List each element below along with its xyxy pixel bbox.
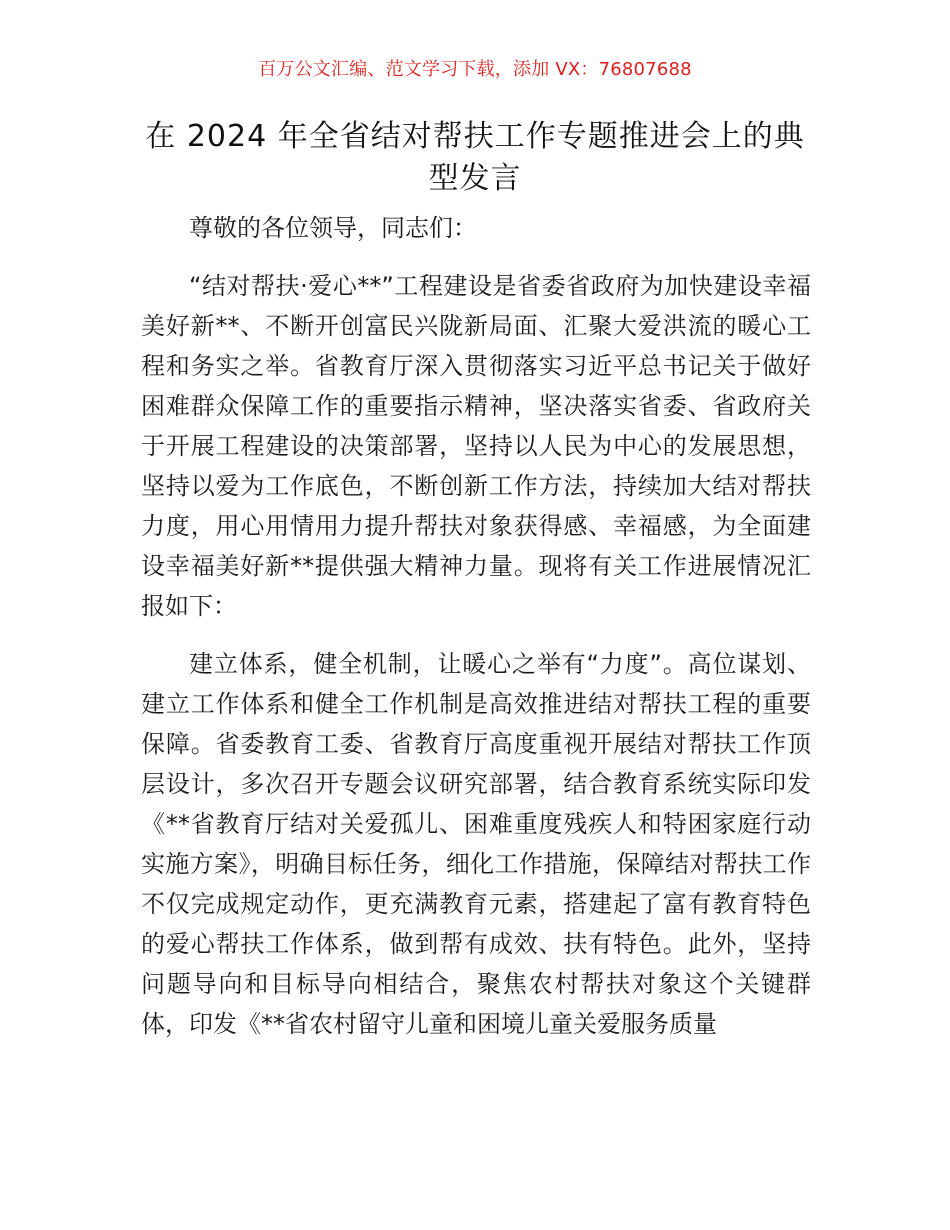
document-body	[141, 208, 811, 1044]
paragraph-system: 建立体系，健全机制，让暖心之举有“力度”。高位谋划、建立工作体系和健全工作机制是高效推进结对帮扶工程的重要保障。省委教育工委、省教育厅高度重视开展结对帮扶工作顶层设计，多次召开专题会议研究部署，结合教育系统实际印发《**省教育厅结对关爱孤儿、困难重度残疾人和特困家庭行动实施方案》，明确目标任务，细化工作措施，保障结对帮扶工作不仅完成规定动作，更充满教育元素，搭建起了富有教育特色的爱心帮扶工作体系，做到帮有成效、扶有特色。此外，坚持问题导向和目标导向相结合，聚焦农村帮扶对象这个关键群体，印发《**省农村留守儿童和困境儿童关爱服务质量	[141, 650, 811, 1038]
document-title: 在 2024 年全省结对帮扶工作专题推进会上的典型发言	[145, 119, 805, 196]
promo-banner: 百万公文汇编、范文学习下载，添加 VX：76807688	[258, 59, 692, 80]
paragraph-intro: “结对帮扶·爱心**”工程建设是省委省政府为加快建设幸福美好新**、不断开创富民兴陇新局面、汇聚大爱洪流的暖心工程和务实之举。省教育厅深入贯彻落实习近平总书记关于做好困难群众保障工作的重要指示精神，坚决落实省委、省政府关于开展工程建设的决策部署，坚持以人民为中心的发展思想，坚持以爱为工作底色，不断创新工作方法，持续加大结对帮扶力度，用心用情用力提升帮扶对象获得感、幸福感，为全面建设幸福美好新**提供强大精神力量。现将有关工作进展情况汇报如下：	[141, 272, 811, 620]
salutation: 尊敬的各位领导，同志们：	[189, 214, 477, 242]
